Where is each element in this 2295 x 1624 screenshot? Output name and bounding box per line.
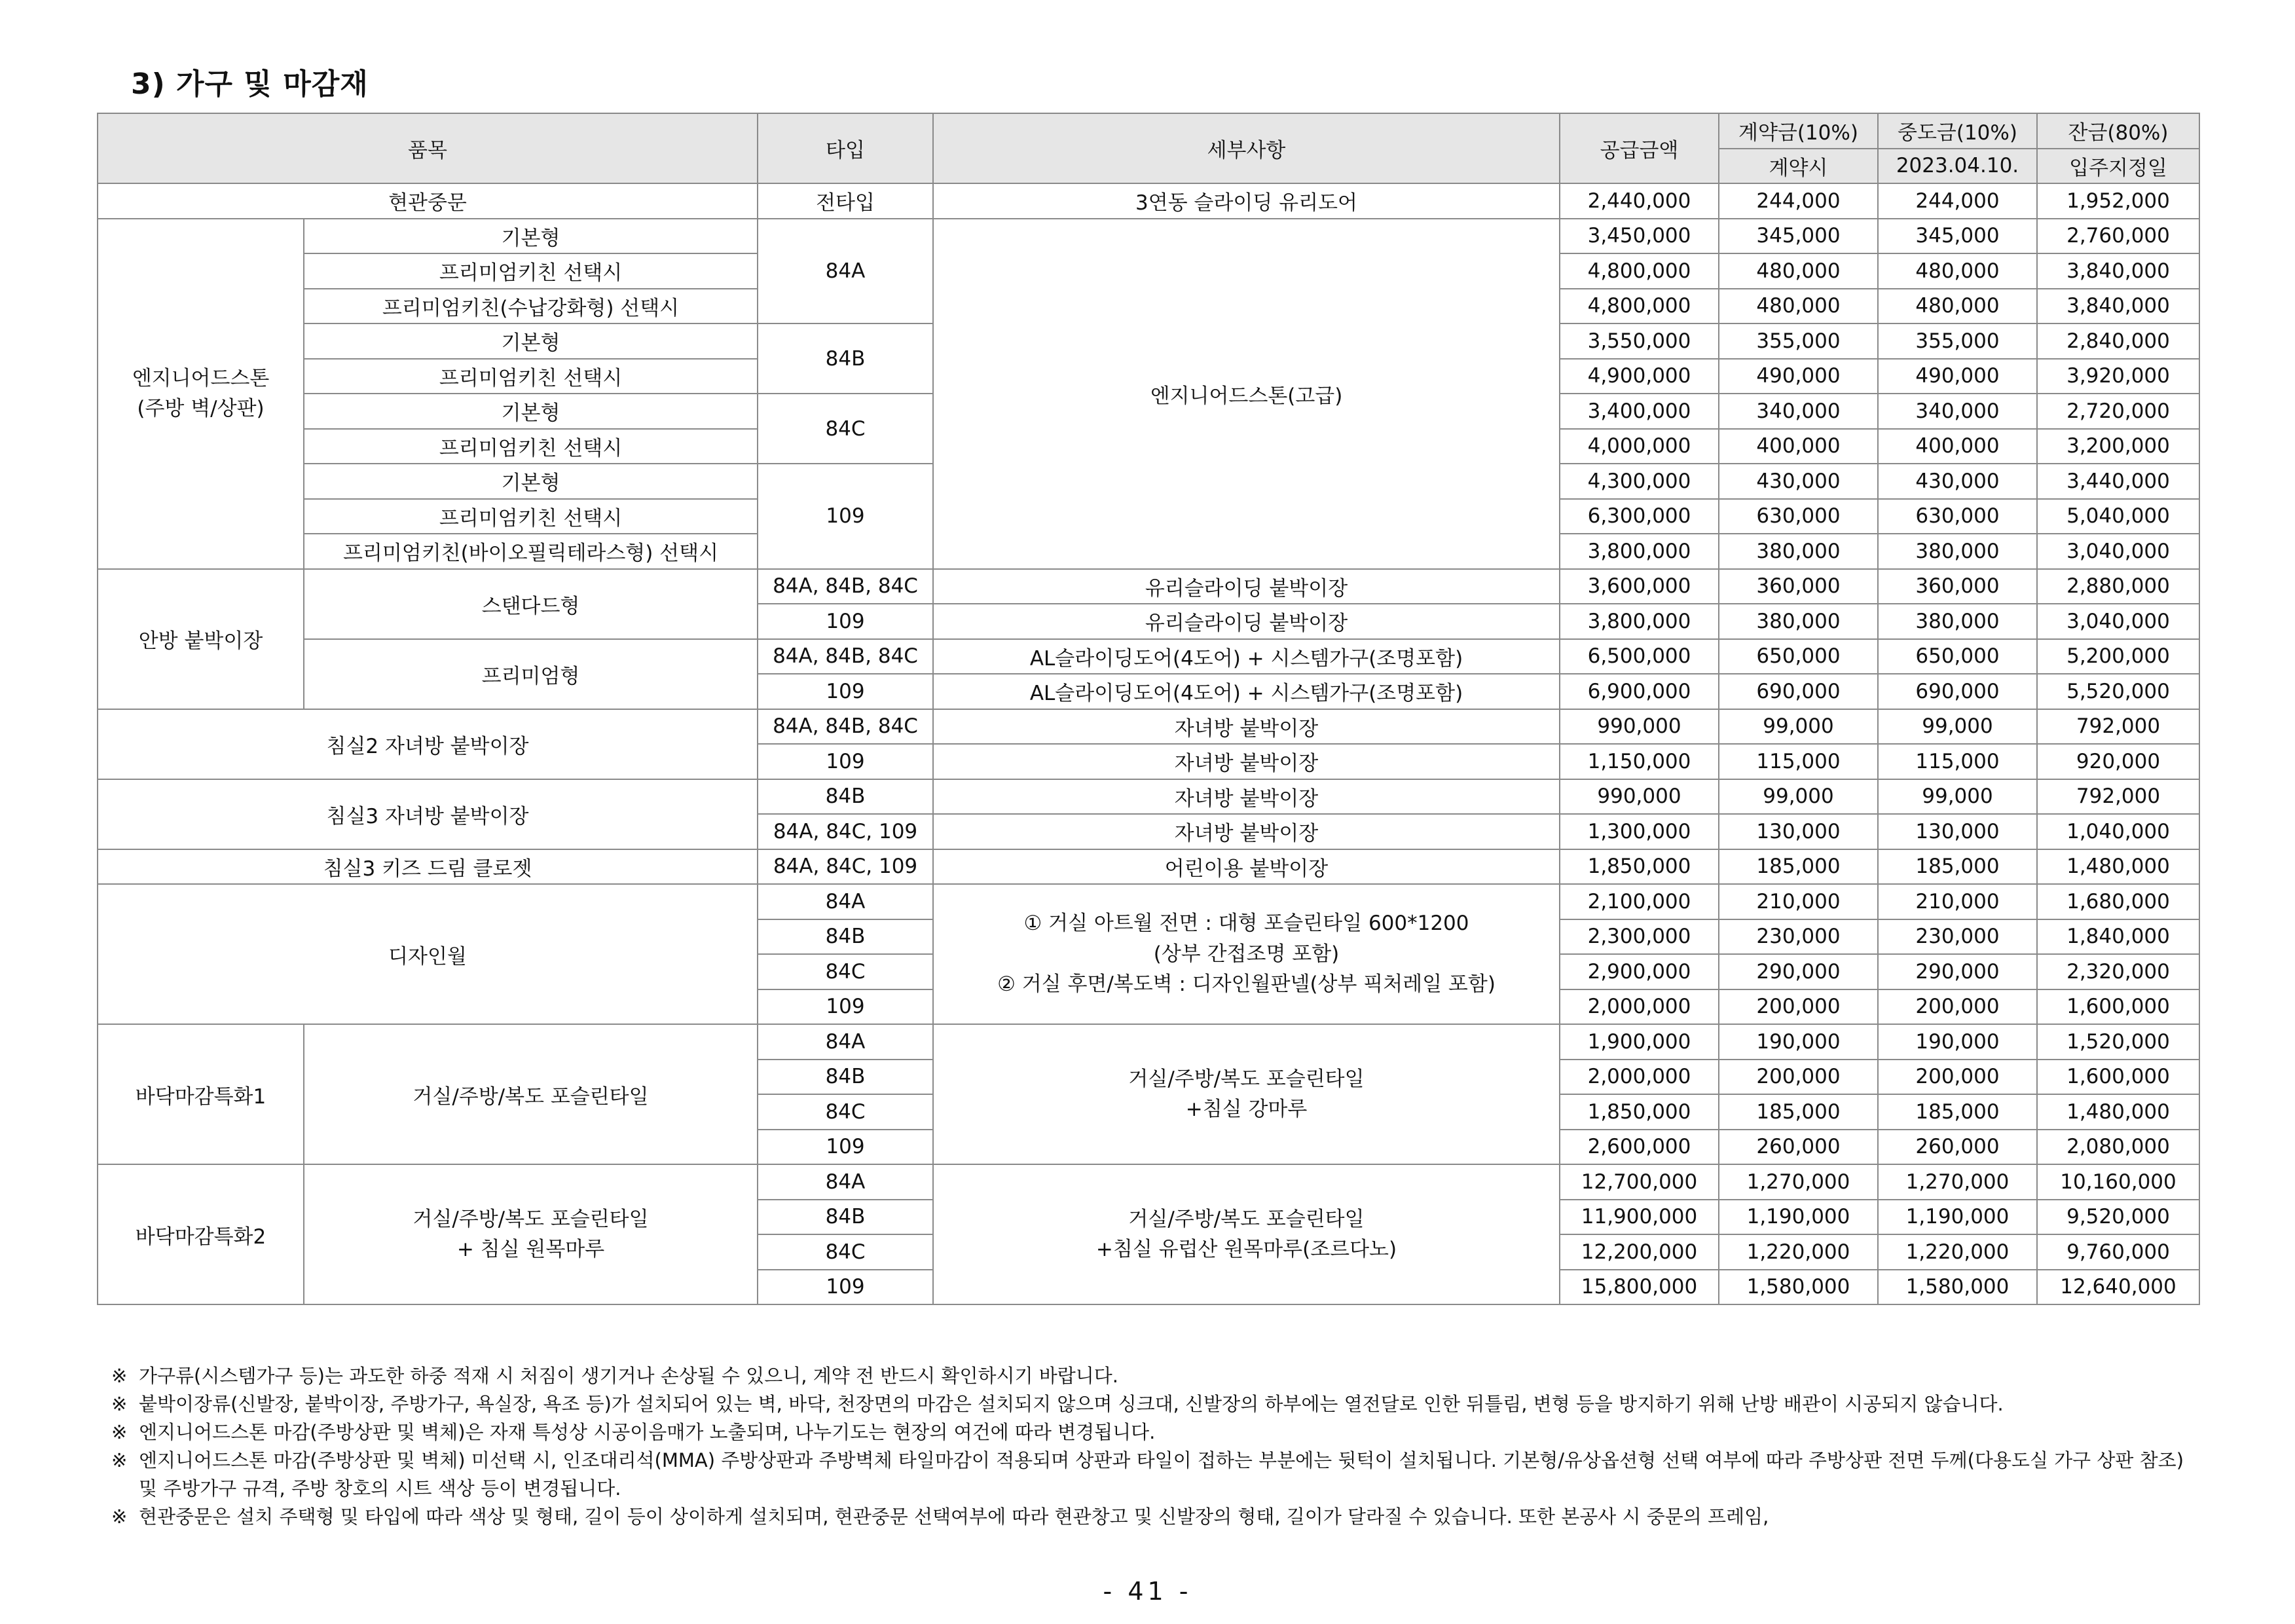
header-balance: 잔금(80%) [2037,113,2199,149]
type-cell: 84B [758,323,933,394]
option-line: 거실/주방/복도 포슬린타일 [413,1207,649,1231]
option-cell [304,1164,758,1304]
item-cell: 침실2 자녀방 붙박이장 [98,709,758,779]
middle-cell: 355,000 [1878,323,2037,359]
detail-line: 거실/주방/복도 포슬린타일 [1128,1207,1365,1231]
contract-cell: 480,000 [1719,289,1878,324]
item-group-cell: 바닥마감특화1 [98,1024,304,1164]
type-cell: 109 [758,1270,933,1305]
contract-cell: 480,000 [1719,253,1878,289]
middle-cell: 244,000 [1878,183,2037,219]
type-cell: 109 [758,674,933,709]
balance-cell: 3,040,000 [2037,604,2199,639]
contract-cell: 355,000 [1719,323,1878,359]
table-row [98,219,2199,254]
item-group-cell: 바닥마감특화2 [98,1164,304,1304]
detail-line: ② 거실 후면/복도벽 : 디자인월판넬(상부 픽처레일 포함) [997,972,1496,997]
supply-cell: 2,440,000 [1560,183,1719,219]
note-mark: ※ [111,1393,128,1415]
balance-cell: 792,000 [2037,709,2199,745]
balance-cell: 5,520,000 [2037,674,2199,709]
detail-cell: AL슬라이딩도어(4도어) + 시스템가구(조명포함) [933,674,1560,709]
balance-cell: 5,040,000 [2037,499,2199,534]
balance-cell: 9,520,000 [2037,1200,2199,1235]
option-cell: 기본형 [304,323,758,359]
type-cell: 109 [758,464,933,569]
detail-cell: 자녀방 붙박이장 [933,709,1560,745]
balance-cell: 920,000 [2037,744,2199,779]
option-cell: 기본형 [304,464,758,499]
detail-cell: 자녀방 붙박이장 [933,779,1560,815]
option-cell: 프리미엄키친 선택시 [304,429,758,464]
middle-cell: 1,580,000 [1878,1270,2037,1305]
balance-cell: 9,760,000 [2037,1234,2199,1270]
detail-line: ① 거실 아트월 전면 : 대형 포슬린타일 600*1200 [1023,912,1469,936]
detail-cell: 3연동 슬라이딩 유리도어 [933,183,1560,219]
middle-cell: 190,000 [1878,1024,2037,1060]
header-balance-when: 입주지정일 [2037,149,2199,184]
option-line: + 침실 원목마루 [456,1238,605,1261]
middle-cell: 380,000 [1878,604,2037,639]
contract-cell: 185,000 [1719,849,1878,885]
type-cell: 109 [758,989,933,1025]
middle-cell: 200,000 [1878,1060,2037,1095]
middle-cell: 130,000 [1878,814,2037,849]
supply-cell: 1,850,000 [1560,1094,1719,1130]
type-cell: 84A [758,1164,933,1200]
note-text: 현관중문은 설치 주택형 및 타입에 따라 색상 및 형태, 길이 등이 상이하게 설치되며, 현관중문 선택여부에 따라 현관창고 및 신발장의 형태, 길이가 달라질 수 있습니다. 또한 본공사 시 중문의 프레임, [139,1505,1769,1528]
middle-cell: 200,000 [1878,989,2037,1025]
middle-cell: 630,000 [1878,499,2037,534]
middle-cell: 690,000 [1878,674,2037,709]
detail-line: (상부 간접조명 포함) [1153,942,1340,966]
balance-cell: 1,480,000 [2037,849,2199,885]
contract-cell: 185,000 [1719,1094,1878,1130]
contract-cell: 200,000 [1719,1060,1878,1095]
middle-cell: 185,000 [1878,1094,2037,1130]
supply-cell: 3,800,000 [1560,534,1719,569]
balance-cell: 1,480,000 [2037,1094,2199,1130]
contract-cell: 190,000 [1719,1024,1878,1060]
section-title: 3) 가구 및 마감재 [131,67,369,101]
balance-cell: 1,680,000 [2037,884,2199,919]
type-cell: 84A, 84C, 109 [758,814,933,849]
middle-cell: 360,000 [1878,569,2037,604]
type-cell: 84C [758,954,933,989]
balance-cell: 1,040,000 [2037,814,2199,849]
supply-cell: 12,700,000 [1560,1164,1719,1200]
option-cell: 스탠다드형 [304,569,758,639]
type-cell: 84B [758,1060,933,1095]
detail-cell: 유리슬라이딩 붙박이장 [933,569,1560,604]
balance-cell: 2,840,000 [2037,323,2199,359]
middle-cell: 210,000 [1878,884,2037,919]
type-cell: 84A, 84B, 84C [758,709,933,745]
middle-cell: 99,000 [1878,709,2037,745]
balance-cell: 2,760,000 [2037,219,2199,254]
note-item [111,1447,2194,1503]
supply-cell: 1,850,000 [1560,849,1719,885]
contract-cell: 260,000 [1719,1130,1878,1165]
balance-cell: 1,600,000 [2037,989,2199,1025]
note-mark: ※ [111,1505,128,1528]
contract-cell: 1,270,000 [1719,1164,1878,1200]
note-text: 엔지니어드스톤 마감(주방상판 및 벽체)은 자재 특성상 시공이음매가 노출되며, 나누기도는 현장의 여건에 따라 변경됩니다. [139,1421,1156,1443]
detail-cell [933,1164,1560,1304]
type-cell: 84A [758,884,933,919]
middle-cell: 400,000 [1878,429,2037,464]
supply-cell: 2,900,000 [1560,954,1719,989]
balance-cell: 3,040,000 [2037,534,2199,569]
header-supply: 공급금액 [1560,113,1719,183]
contract-cell: 360,000 [1719,569,1878,604]
contract-cell: 115,000 [1719,744,1878,779]
balance-cell: 3,440,000 [2037,464,2199,499]
type-cell: 109 [758,744,933,779]
option-cell: 프리미엄키친(바이오필릭테라스형) 선택시 [304,534,758,569]
contract-cell: 630,000 [1719,499,1878,534]
middle-cell: 260,000 [1878,1130,2037,1165]
middle-cell: 380,000 [1878,534,2037,569]
supply-cell: 2,300,000 [1560,919,1719,955]
option-cell: 프리미엄키친(수납강화형) 선택시 [304,289,758,324]
contract-cell: 1,220,000 [1719,1234,1878,1270]
middle-cell: 480,000 [1878,253,2037,289]
type-cell: 84B [758,779,933,815]
option-cell: 기본형 [304,219,758,254]
item-cell: 침실3 키즈 드림 클로젯 [98,849,758,885]
supply-cell: 6,500,000 [1560,639,1719,674]
table-row [98,183,2199,219]
middle-cell: 1,270,000 [1878,1164,2037,1200]
note-item [111,1390,2194,1418]
option-cell: 기본형 [304,394,758,429]
table-row [98,884,2199,919]
type-cell: 84A, 84B, 84C [758,639,933,674]
option-cell: 거실/주방/복도 포슬린타일 [304,1024,758,1164]
balance-cell: 3,200,000 [2037,429,2199,464]
item-group-cell [98,219,304,569]
type-cell: 109 [758,1130,933,1165]
middle-cell: 650,000 [1878,639,2037,674]
balance-cell: 1,600,000 [2037,1060,2199,1095]
contract-cell: 210,000 [1719,884,1878,919]
contract-cell: 490,000 [1719,359,1878,394]
supply-cell: 2,000,000 [1560,989,1719,1025]
type-cell: 84C [758,1094,933,1130]
type-cell: 84A [758,219,933,324]
balance-cell: 1,952,000 [2037,183,2199,219]
detail-cell [933,884,1560,1024]
contract-cell: 430,000 [1719,464,1878,499]
balance-cell: 2,720,000 [2037,394,2199,429]
contract-cell: 1,190,000 [1719,1200,1878,1235]
option-cell: 프리미엄키친 선택시 [304,359,758,394]
contract-cell: 380,000 [1719,604,1878,639]
balance-cell: 792,000 [2037,779,2199,815]
supply-cell: 3,600,000 [1560,569,1719,604]
supply-cell: 12,200,000 [1560,1234,1719,1270]
item-cell: 침실3 자녀방 붙박이장 [98,779,758,849]
detail-cell: 자녀방 붙박이장 [933,744,1560,779]
header-middle-when: 2023.04.10. [1878,149,2037,184]
supply-cell: 3,450,000 [1560,219,1719,254]
balance-cell: 2,880,000 [2037,569,2199,604]
detail-cell: 유리슬라이딩 붙박이장 [933,604,1560,639]
header-row [98,113,2199,149]
balance-cell: 1,520,000 [2037,1024,2199,1060]
middle-cell: 99,000 [1878,779,2037,815]
note-item [111,1503,2194,1531]
balance-cell: 2,080,000 [2037,1130,2199,1165]
supply-cell: 990,000 [1560,779,1719,815]
table-row [98,1164,2199,1200]
detail-cell: 어린이용 붙박이장 [933,849,1560,885]
middle-cell: 185,000 [1878,849,2037,885]
header-item: 품목 [98,113,758,183]
contract-cell: 230,000 [1719,919,1878,955]
supply-cell: 4,300,000 [1560,464,1719,499]
supply-cell: 6,300,000 [1560,499,1719,534]
type-cell: 84A [758,1024,933,1060]
supply-cell: 1,150,000 [1560,744,1719,779]
detail-line: +침실 강마루 [1185,1098,1308,1121]
contract-cell: 99,000 [1719,709,1878,745]
supply-cell: 2,000,000 [1560,1060,1719,1095]
item-group-sublabel: (주방 벽/상판) [137,397,265,420]
table-row [98,709,2199,745]
balance-cell: 3,840,000 [2037,289,2199,324]
balance-cell: 3,920,000 [2037,359,2199,394]
contract-cell: 345,000 [1719,219,1878,254]
note-item [111,1418,2194,1447]
option-cell: 프리미엄키친 선택시 [304,499,758,534]
note-text: 붙박이장류(신발장, 붙박이장, 주방가구, 욕실장, 욕조 등)가 설치되어 있는 벽, 바닥, 천장면의 마감은 설치되지 않으며 싱크대, 신발장의 하부에는 열전달로 인한 뒤틀림, 변형 등을 방지하기 위해 난방 배관이 시공되지 않습니다. [139,1393,2004,1415]
supply-cell: 4,800,000 [1560,289,1719,324]
supply-cell: 4,800,000 [1560,253,1719,289]
contract-cell: 340,000 [1719,394,1878,429]
middle-cell: 115,000 [1878,744,2037,779]
note-mark: ※ [111,1365,128,1387]
middle-cell: 230,000 [1878,919,2037,955]
type-cell: 84A, 84B, 84C [758,569,933,604]
contract-cell: 130,000 [1719,814,1878,849]
supply-cell: 4,900,000 [1560,359,1719,394]
option-cell: 프리미엄키친 선택시 [304,253,758,289]
note-text: 가구류(시스템가구 등)는 과도한 하중 적재 시 처짐이 생기거나 손상될 수 있으니, 계약 전 반드시 확인하시기 바랍니다. [139,1365,1118,1387]
contract-cell: 380,000 [1719,534,1878,569]
table-row [98,849,2199,885]
contract-cell: 690,000 [1719,674,1878,709]
middle-cell: 345,000 [1878,219,2037,254]
middle-cell: 340,000 [1878,394,2037,429]
option-cell: 프리미엄형 [304,639,758,709]
type-cell: 84A, 84C, 109 [758,849,933,885]
contract-cell: 400,000 [1719,429,1878,464]
type-cell: 84C [758,1234,933,1270]
middle-cell: 1,220,000 [1878,1234,2037,1270]
contract-cell: 1,580,000 [1719,1270,1878,1305]
supply-cell: 1,900,000 [1560,1024,1719,1060]
type-cell: 84B [758,1200,933,1235]
supply-cell: 3,550,000 [1560,323,1719,359]
balance-cell: 1,840,000 [2037,919,2199,955]
supply-cell: 3,800,000 [1560,604,1719,639]
detail-line: 거실/주방/복도 포슬린타일 [1128,1067,1365,1091]
supply-cell: 15,800,000 [1560,1270,1719,1305]
item-group-label: 엔지니어드스톤 [132,366,270,390]
supply-cell: 11,900,000 [1560,1200,1719,1235]
detail-cell [933,1024,1560,1164]
balance-cell: 5,200,000 [2037,639,2199,674]
type-cell: 84B [758,919,933,955]
middle-cell: 490,000 [1878,359,2037,394]
page-number: - 41 - [1103,1577,1192,1606]
note-mark: ※ [111,1421,128,1443]
item-cell: 디자인월 [98,884,758,1024]
table-row [98,1024,2199,1060]
type-cell: 전타입 [758,183,933,219]
supply-cell: 3,400,000 [1560,394,1719,429]
middle-cell: 1,190,000 [1878,1200,2037,1235]
option-price-table [97,113,2200,1305]
header-type: 타입 [758,113,933,183]
table-row [98,639,2199,674]
supply-cell: 6,900,000 [1560,674,1719,709]
note-item [111,1362,2194,1390]
notes-section [111,1362,2194,1531]
header-contract: 계약금(10%) [1719,113,1878,149]
detail-cell: 자녀방 붙박이장 [933,814,1560,849]
contract-cell: 244,000 [1719,183,1878,219]
contract-cell: 650,000 [1719,639,1878,674]
header-contract-when: 계약시 [1719,149,1878,184]
item-group-cell: 안방 붙박이장 [98,569,304,709]
balance-cell: 12,640,000 [2037,1270,2199,1305]
balance-cell: 10,160,000 [2037,1164,2199,1200]
supply-cell: 2,600,000 [1560,1130,1719,1165]
balance-cell: 3,840,000 [2037,253,2199,289]
table-row [98,779,2199,815]
balance-cell: 2,320,000 [2037,954,2199,989]
header-detail: 세부사항 [933,113,1560,183]
note-mark: ※ [111,1449,128,1471]
item-cell: 현관중문 [98,183,758,219]
type-cell: 84C [758,394,933,464]
supply-cell: 1,300,000 [1560,814,1719,849]
supply-cell: 2,100,000 [1560,884,1719,919]
middle-cell: 430,000 [1878,464,2037,499]
detail-line: +침실 유럽산 원목마루(조르다노) [1095,1238,1397,1261]
contract-cell: 290,000 [1719,954,1878,989]
type-cell: 109 [758,604,933,639]
contract-cell: 99,000 [1719,779,1878,815]
supply-cell: 4,000,000 [1560,429,1719,464]
contract-cell: 200,000 [1719,989,1878,1025]
middle-cell: 290,000 [1878,954,2037,989]
header-middle: 중도금(10%) [1878,113,2037,149]
supply-cell: 990,000 [1560,709,1719,745]
detail-cell: 엔지니어드스톤(고급) [933,219,1560,569]
detail-cell: AL슬라이딩도어(4도어) + 시스템가구(조명포함) [933,639,1560,674]
note-text: 엔지니어드스톤 마감(주방상판 및 벽체) 미선택 시, 인조대리석(MMA) 주방상판과 주방벽체 타일마감이 적용되며 상판과 타일이 접하는 부분에는 뒷턱이 설치됩니다. 기본형/유상옵션형 선택 여부에 따라 주방상판 전면 두께(다용도실 가구 상판 참조) 및 주방가구 규격, 주방 창호의 시트 색상 등이 변경됩니다. [139,1449,2184,1500]
middle-cell: 480,000 [1878,289,2037,324]
table-row [98,569,2199,604]
